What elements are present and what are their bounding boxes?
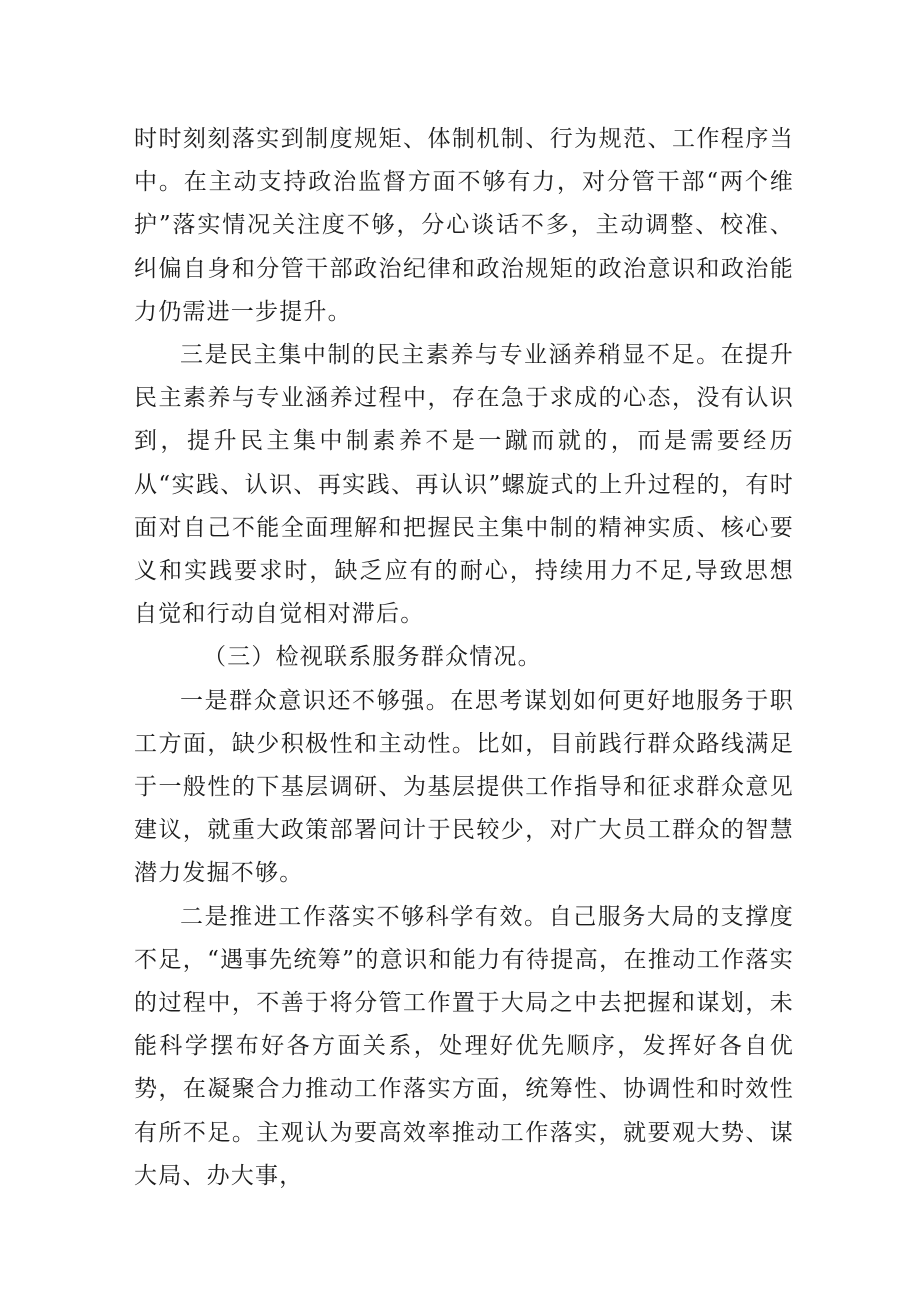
section-heading: （三）检视联系服务群众情况。 [203,644,542,671]
paragraph-work-implementation: 二是推进工作落实不够科学有效。自己服务大局的支撑度不足，“遇事先统筹”的意识和能力有待提高，在推动工作落实的过程中，不善于将分管工作置于大局之中去把握和谋划，未能科学摆布好各方面关系，处理好优先顺序，发挥好各自优势，在凝聚合力推动工作落实方面，统筹性、协调性和时效性有所不足。主观认为要高效率推动工作落实，就要观大势、谋大局、办大事， [134,903,794,1189]
paragraph-democratic-centralism: 三是民主集中制的民主素养与专业涵养稍显不足。在提升民主素养与专业涵养过程中，存在急于求成的心态，没有认识到，提升民主集中制素养不是一蹴而就的，而是需要经历从“实践、认识、再实践、再认识”螺旋式的上升过程的，有时面对自己不能全面理解和把握民主集中制的精神实质、核心要义和实践要求时，缺乏应有的耐心，持续用力不足,导致思想自觉和行动自觉相对滞后。 [134,342,794,628]
paragraph-continuation: 时时刻刻落实到制度规矩、体制机制、行为规范、工作程序当中。在主动支持政治监督方面不够有力，对分管干部“两个维护”落实情况关注度不够，分心谈话不多，主动调整、校准、纠偏自身和分管干部政治纪律和政治规矩的政治意识和政治能力仍需进一步提升。 [134,126,794,325]
document-body [134,118,794,1198]
paragraph-mass-awareness: 一是群众意识还不够强。在思考谋划如何更好地服务于职工方面，缺少积极性和主动性。比如，目前践行群众路线满足于一般性的下基层调研、为基层提供工作指导和征求群众意见建议，就重大政策部署问计于民较少，对广大员工群众的智慧潜力发掘不够。 [134,687,794,887]
